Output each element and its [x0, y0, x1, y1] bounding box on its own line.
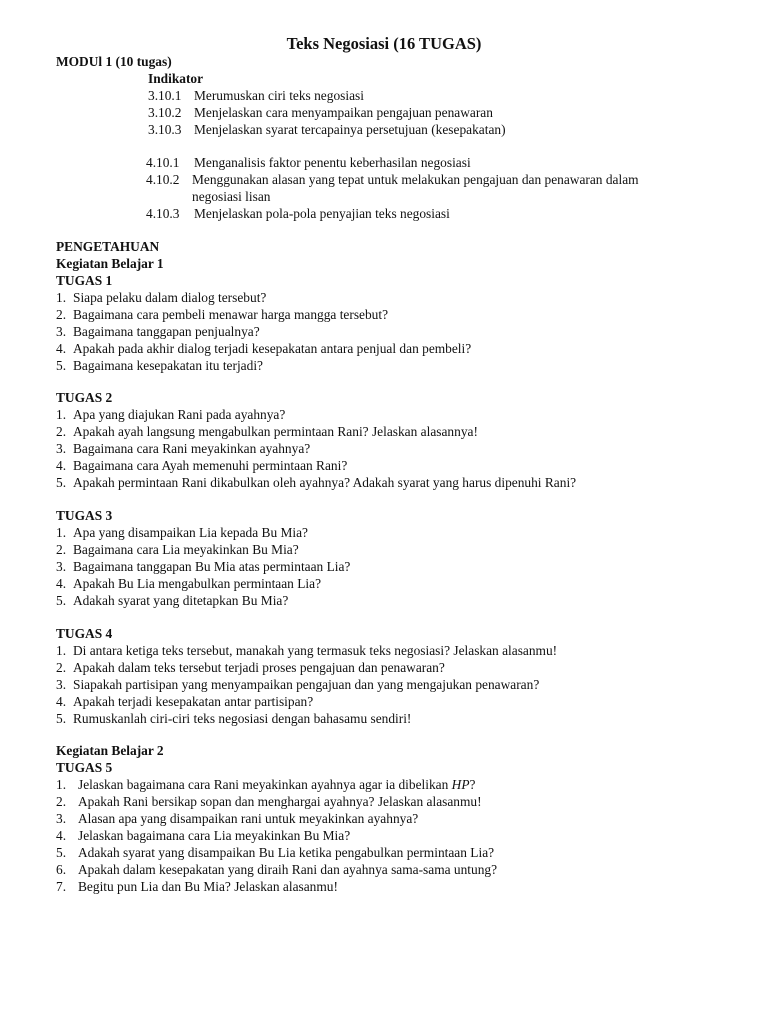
question-item: 2. Apakah ayah langsung mengabulkan permintaan Rani? Jelaskan alasannya! — [56, 424, 478, 439]
indikator-item — [148, 104, 493, 121]
indikator-text: Merumuskan ciri teks negosiasi — [194, 88, 364, 103]
indikator-item — [148, 87, 364, 104]
question-item: 5. Adakah syarat yang disampaikan Bu Lia ketika pengabulkan permintaan Lia? — [56, 845, 495, 860]
question-item: 2. Apakah Rani bersikap sopan dan menghargai ayahnya? Jelaskan alasanmu! — [56, 794, 482, 809]
indikator-code: 4.10.2 — [146, 172, 180, 187]
question-item: 5. Rumuskanlah ciri-ciri teks negosiasi dengan bahasamu sendiri! — [56, 711, 412, 726]
question-item: 7. Begitu pun Lia dan Bu Mia? Jelaskan alasanmu! — [56, 879, 338, 894]
indikator-code: 3.10.1 — [148, 88, 182, 103]
question-item: 5. Adakah syarat yang ditetapkan Bu Mia? — [56, 593, 289, 608]
indikator-item — [146, 154, 471, 171]
page-title: Teks Negosiasi (16 TUGAS) — [286, 34, 482, 53]
indikator-text: Menjelaskan syarat tercapainya persetujuan (kesepakatan) — [194, 122, 506, 137]
question-list — [56, 776, 497, 895]
indikator-code: 4.10.3 — [146, 206, 180, 221]
indikator-text-continued: negosiasi lisan — [192, 189, 271, 204]
question-item: 3. Siapakah partisipan yang menyampaikan pengajuan dan yang mengajukan penawaran? — [56, 677, 540, 692]
question-item: 1. Jelaskan bagaimana cara Rani meyakinkan ayahnya agar ia dibelikan HP? — [56, 777, 476, 792]
tugas-heading: TUGAS 3 — [56, 508, 113, 523]
indikator-code: 3.10.2 — [148, 105, 182, 120]
question-item: 6. Apakah dalam kesepakatan yang diraih Rani dan ayahnya sama-sama untung? — [56, 862, 498, 877]
question-item: 4. Bagaimana cara Ayah memenuhi permintaan Rani? — [56, 458, 348, 473]
indikator-item — [146, 171, 639, 188]
tugas-heading: TUGAS 2 — [56, 390, 113, 405]
question-item: 4. Apakah terjadi kesepakatan antar partisipan? — [56, 694, 314, 709]
question-list — [56, 289, 471, 374]
indikator-text: Menganalisis faktor penentu keberhasilan negosiasi — [194, 155, 471, 170]
section-heading: PENGETAHUAN — [56, 239, 160, 254]
indikator-code: 3.10.3 — [148, 122, 182, 137]
kegiatan-heading: Kegiatan Belajar 2 — [56, 743, 164, 758]
indikator-text: Menjelaskan cara menyampaikan pengajuan penawaran — [194, 105, 493, 120]
question-item: 3. Bagaimana cara Rani meyakinkan ayahnya? — [56, 441, 311, 456]
question-item: 2. Bagaimana cara Lia meyakinkan Bu Mia? — [56, 542, 299, 557]
tugas-heading: TUGAS 1 — [56, 273, 113, 288]
tugas-heading: TUGAS 5 — [56, 760, 113, 775]
tugas-heading: TUGAS 4 — [56, 626, 113, 641]
kegiatan-heading: Kegiatan Belajar 1 — [56, 256, 164, 271]
question-item: 1. Di antara ketiga teks tersebut, manakah yang termasuk teks negosiasi? Jelaskan alasanmu! — [56, 643, 558, 658]
question-list — [56, 406, 576, 491]
question-item: 5. Apakah permintaan Rani dikabulkan oleh ayahnya? Adakah syarat yang harus dipenuhi Rani? — [56, 475, 577, 490]
question-item: 1. Apa yang diajukan Rani pada ayahnya? — [56, 407, 286, 422]
indikator-text: Menggunakan alasan yang tepat untuk melakukan pengajuan dan penawaran dalam — [192, 172, 639, 187]
question-item: 1. Siapa pelaku dalam dialog tersebut? — [56, 290, 267, 305]
question-list — [56, 524, 350, 609]
question-item: 1. Apa yang disampaikan Lia kepada Bu Mia? — [56, 525, 309, 540]
question-item: 4. Apakah pada akhir dialog terjadi kesepakatan antara penjual dan pembeli? — [56, 341, 472, 356]
question-item: 2. Apakah dalam teks tersebut terjadi proses pengajuan dan penawaran? — [56, 660, 445, 675]
indikator-item — [148, 121, 506, 138]
indikator-heading: Indikator — [148, 71, 204, 86]
question-item: 5. Bagaimana kesepakatan itu terjadi? — [56, 358, 263, 373]
indikator-code: 4.10.1 — [146, 155, 180, 170]
indikator-item — [146, 205, 450, 222]
question-item: 4. Jelaskan bagaimana cara Lia meyakinkan Bu Mia? — [56, 828, 351, 843]
question-item: 3. Bagaimana tanggapan penjualnya? — [56, 324, 260, 339]
modul-heading: MODUl 1 (10 tugas) — [56, 54, 172, 69]
question-list — [56, 642, 557, 727]
question-item: 3. Bagaimana tanggapan Bu Mia atas permintaan Lia? — [56, 559, 351, 574]
question-item: 2. Bagaimana cara pembeli menawar harga mangga tersebut? — [56, 307, 389, 322]
question-item: 4. Apakah Bu Lia mengabulkan permintaan Lia? — [56, 576, 322, 591]
indikator-text: Menjelaskan pola-pola penyajian teks negosiasi — [194, 206, 450, 221]
question-item: 3. Alasan apa yang disampaikan rani untuk meyakinkan ayahnya? — [56, 811, 419, 826]
